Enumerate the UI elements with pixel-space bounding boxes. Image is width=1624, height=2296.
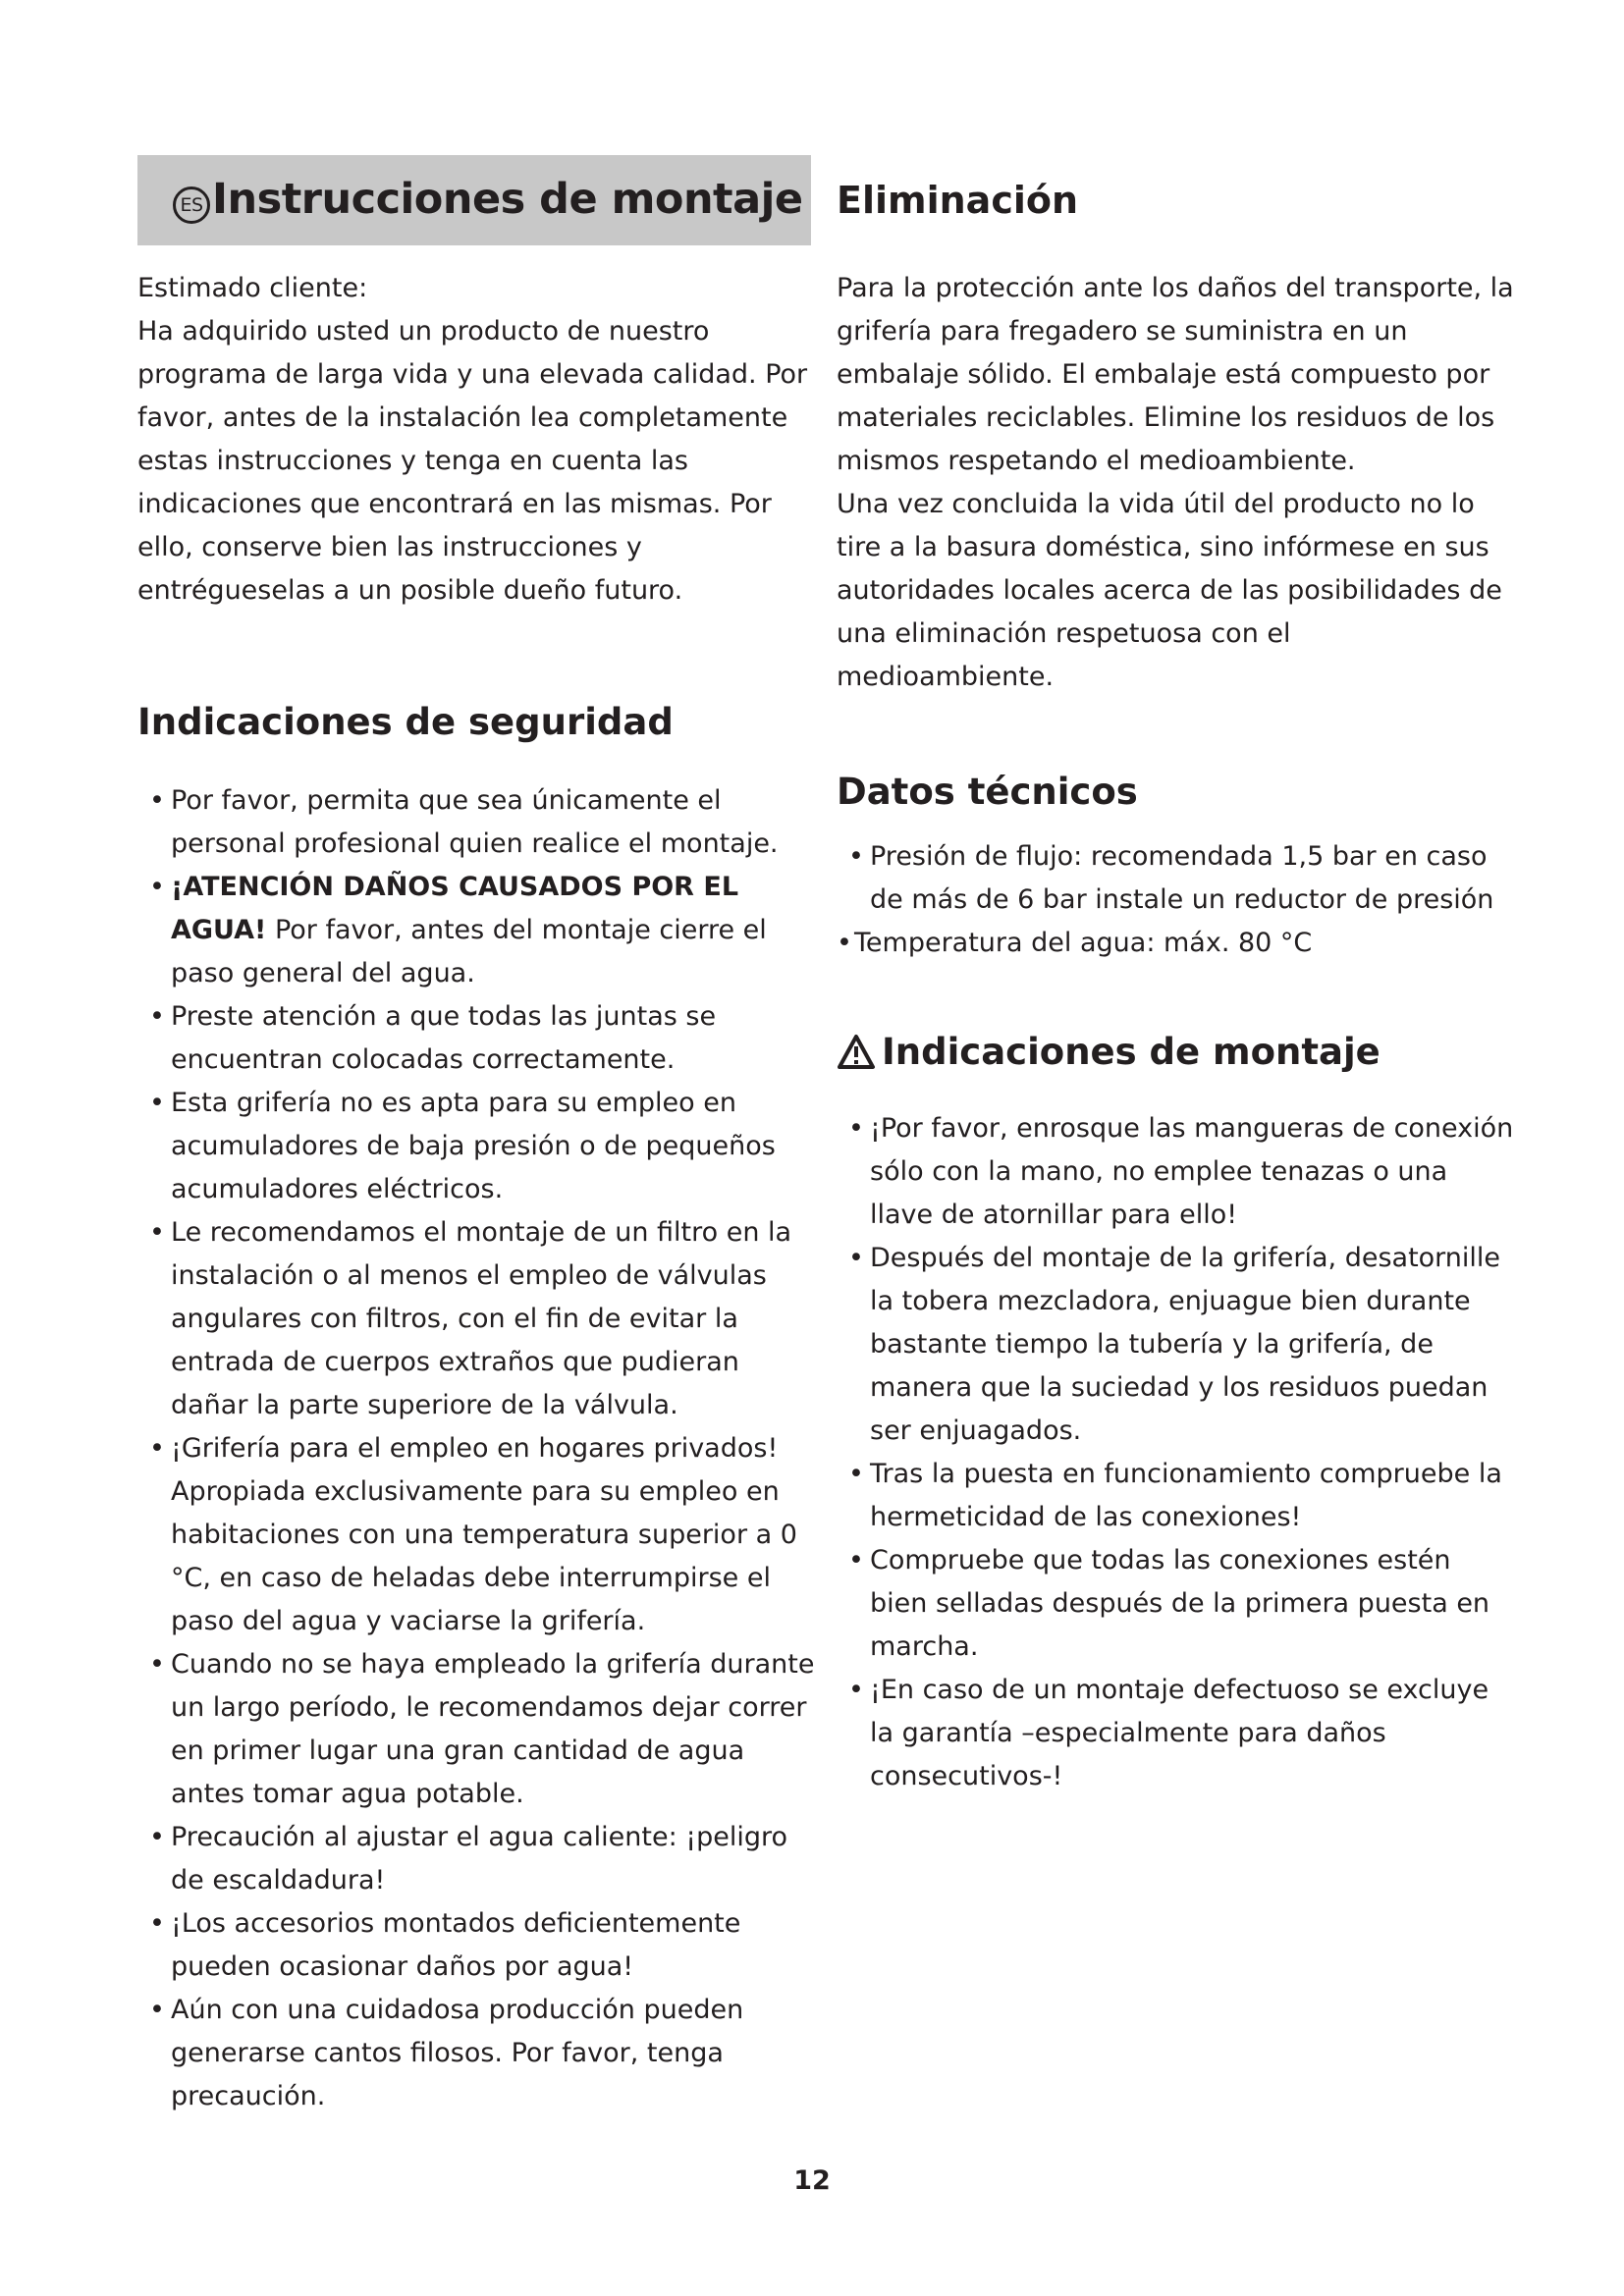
title-banner — [137, 155, 811, 245]
list-item: • Tras la puesta en funcionamiento compruebe la hermeticidad de las conexiones! — [848, 1459, 1502, 1532]
list-item: • ¡Los accesorios montados deficientemente pueden ocasionar daños por agua! — [149, 1908, 741, 1982]
list-item: • ¡Por favor, enrosque las mangueras de conexión sólo con la mano, no emplee tenazas o una llave de atornillar para ello! — [848, 1113, 1514, 1230]
list-item: • Presión de flujo: recomendada 1,5 bar en caso de más de 6 bar instale un reductor de presión — [848, 841, 1494, 915]
mounting-list — [837, 1107, 1514, 1798]
list-item: • Cuando no se haya empleado la grifería durante un largo período, le recomendamos dejar correr en primer lugar una gran cantidad de agua antes tomar agua potable. — [149, 1649, 815, 1809]
list-item: • ¡ATENCIÓN DAÑOS CAUSADOS POR EL AGUA! Por favor, antes del montaje cierre el paso general del agua. — [149, 872, 767, 988]
right-column — [837, 155, 1514, 1798]
list-item: • Después del montaje de la grifería, desatornille la tobera mezcladora, enjuague bien durante bastante tiempo la tubería y la grifería, de manera que la suciedad y los residuos puedan ser enjuagados. — [848, 1243, 1501, 1446]
es-language-badge-icon: ES — [173, 187, 210, 224]
page-title-text: Instrucciones de montaje — [212, 175, 803, 224]
safety-heading: Indicaciones de seguridad — [137, 701, 674, 743]
disposal-paragraph: Para la protección ante los daños del transporte, la grifería para fregadero se suministra en un embalaje sólido. El embalaje está compuesto por materiales reciclables. Elimine los residuos de los mismos respetando el medioambiente. — [837, 273, 1514, 476]
list-item: • Esta grifería no es apta para su empleo en acumuladores de baja presión o de pequeños acumuladores eléctricos. — [149, 1088, 776, 1204]
mounting-heading — [837, 1030, 1514, 1075]
safety-list — [137, 779, 815, 2118]
technical-list — [837, 835, 1514, 965]
left-column — [137, 155, 815, 2118]
list-item: • ¡En caso de un montaje defectuoso se excluye la garantía –especialmente para daños consecutivos-! — [848, 1675, 1489, 1791]
intro-body: Ha adquirido usted un producto de nuestro programa de larga vida y una elevada calidad. Por favor, antes de la instalación lea completamente estas instrucciones y tenga en cuenta las indicaciones que encontrará en las mismas. Por ello, conserve bien las instrucciones y entrégueselas a un posible dueño futuro. — [137, 316, 808, 606]
list-item: • Por favor, permita que sea únicamente el personal profesional quien realice el montaje. — [149, 785, 779, 859]
warning-triangle-icon — [837, 1034, 876, 1071]
list-item: • Preste atención a que todas las juntas se encuentran colocadas correctamente. — [149, 1001, 717, 1075]
page-title — [173, 175, 803, 226]
disposal-heading: Eliminación — [837, 179, 1079, 222]
technical-heading: Datos técnicos — [837, 771, 1138, 813]
list-item: • ¡Grifería para el empleo en hogares privados! Apropiada exclusivamente para su empleo en habitaciones con una temperatura superior a 0 °C, en caso de heladas debe interrumpirse el paso del agua y vaciarse la grifería. — [149, 1433, 797, 1636]
page-number: 12 — [793, 2165, 831, 2196]
list-item: • Compruebe que todas las conexiones estén bien selladas después de la primera puesta en marcha. — [848, 1545, 1490, 1662]
mounting-heading-text: Indicaciones de montaje — [882, 1031, 1380, 1073]
intro-greeting: Estimado cliente: — [137, 273, 368, 303]
disposal-text — [837, 267, 1514, 699]
list-item: • Aún con una cuidadosa producción pueden generarse cantos filosos. Por favor, tenga precaución. — [149, 1995, 744, 2111]
list-item: • Le recomendamos el montaje de un filtro en la instalación o al menos el empleo de válvulas angulares con filtros, con el fin de evitar la entrada de cuerpos extraños que pudieran dañar la parte superiore de la válvula. — [149, 1217, 792, 1420]
list-item: • Temperatura del agua: máx. 80 °C — [837, 928, 1313, 958]
disposal-paragraph: Una vez concluida la vida útil del producto no lo tire a la basura doméstica, sino infórmese en sus autoridades locales acerca de las posibilidades de una eliminación respetuosa con el medioambiente. — [837, 489, 1502, 692]
water-damage-warning: ¡ATENCIÓN DAÑOS CAUSADOS POR EL AGUA! — [171, 872, 739, 945]
intro-text — [137, 267, 815, 613]
list-item: • Precaución al ajustar el agua caliente: ¡peligro de escaldadura! — [149, 1822, 788, 1896]
